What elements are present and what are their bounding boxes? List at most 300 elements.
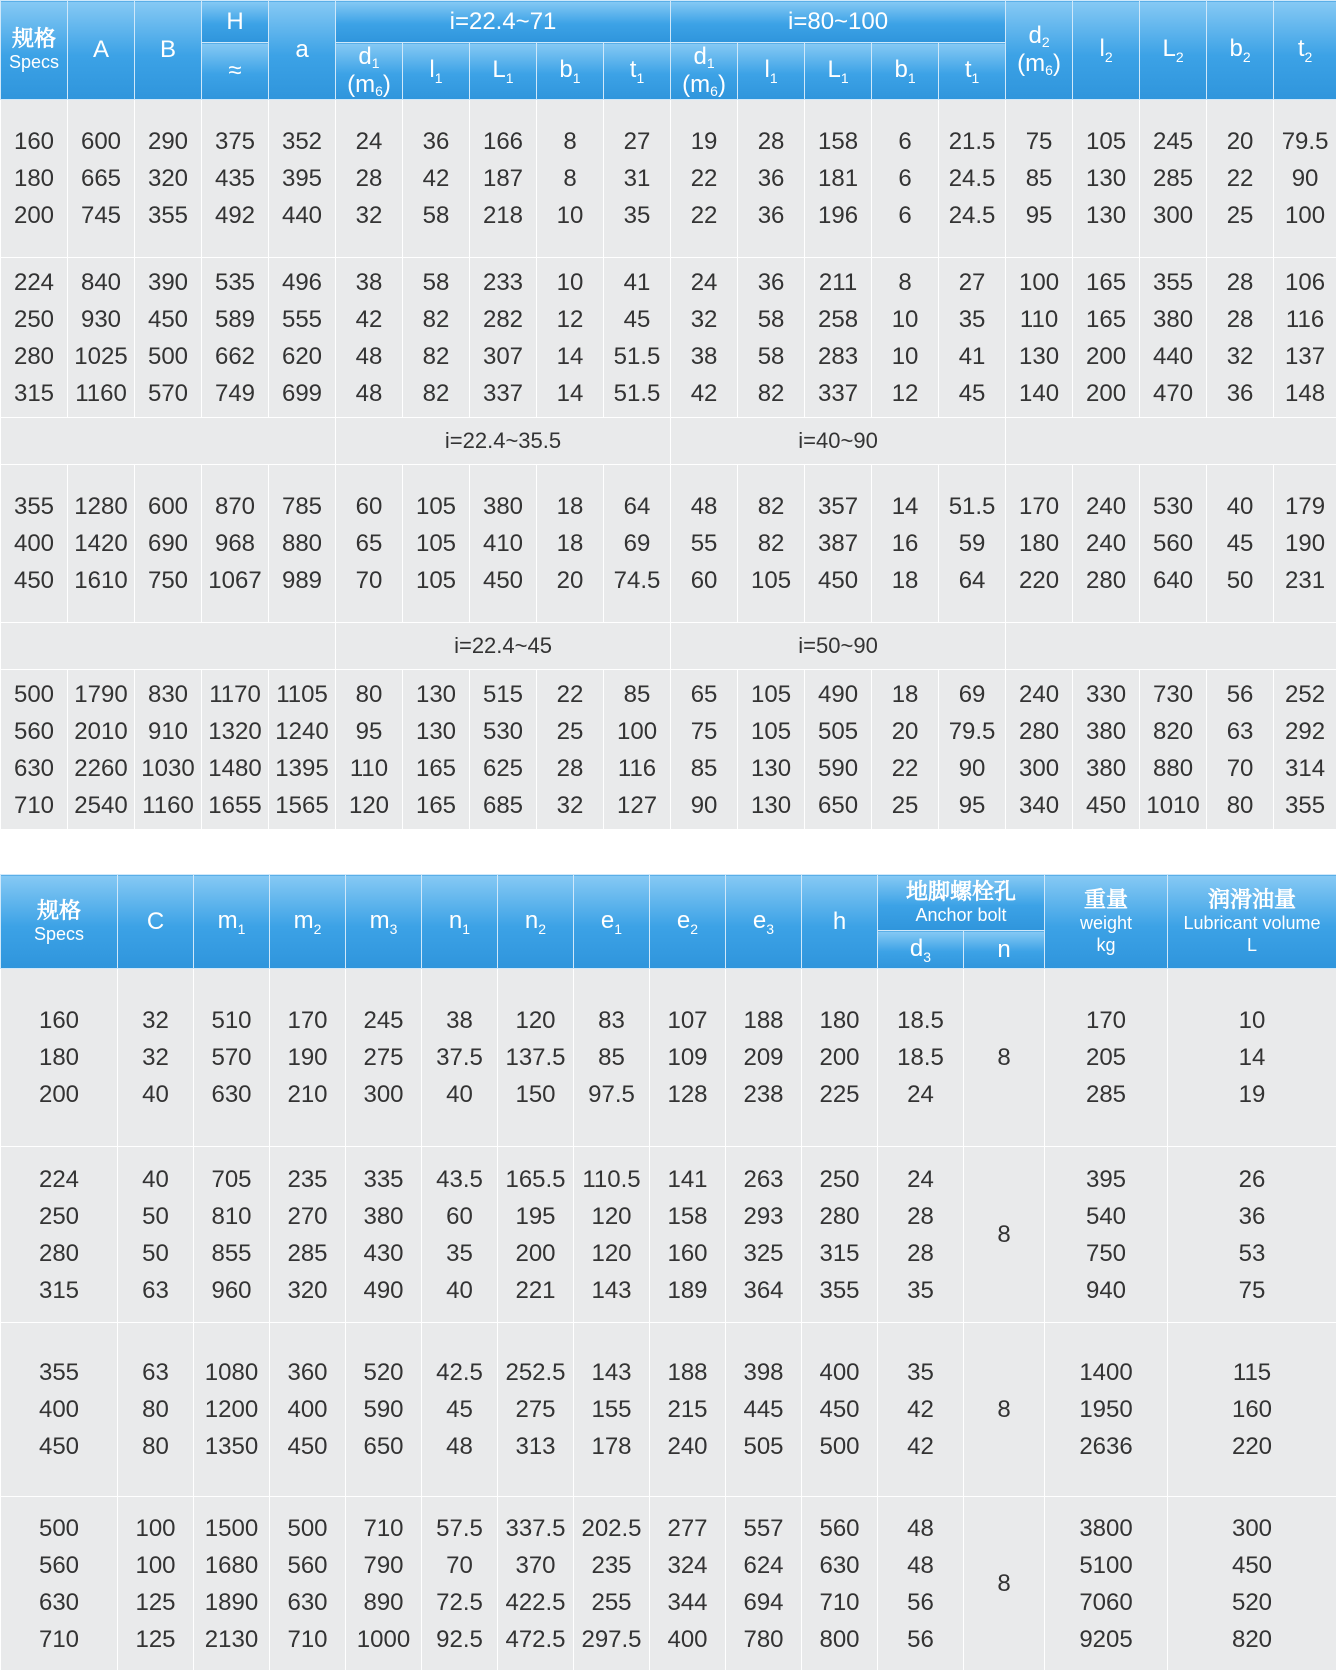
table-row-group	[1, 100, 1336, 258]
table-cell	[604, 670, 671, 830]
cell-value: 315	[13, 379, 55, 407]
cell-value: 252.5	[505, 1359, 566, 1386]
cell-values	[403, 123, 469, 234]
cell-value: 231	[1285, 567, 1326, 594]
cell-value: 496	[281, 268, 323, 296]
cell-values	[1, 1161, 117, 1309]
cell-value: 32	[142, 1007, 169, 1034]
cell-value: 200	[819, 1044, 860, 1071]
cell-value: 82	[757, 530, 785, 557]
table-cell	[68, 258, 135, 418]
cell-value: 240	[667, 1433, 708, 1460]
table-cell	[135, 465, 202, 623]
cell-values	[470, 676, 536, 824]
cell-value: 115	[1232, 1359, 1272, 1386]
cell-value: 18	[891, 567, 919, 594]
cell-value: 650	[818, 791, 859, 819]
table-cell	[738, 258, 805, 418]
cell-value: 51.5	[948, 493, 996, 520]
cell-value: 24	[355, 128, 383, 155]
header2-weight	[1045, 875, 1168, 969]
table-cell	[422, 1147, 498, 1323]
cell-value: 233	[482, 268, 524, 296]
table-cell	[470, 465, 537, 623]
cell-value: 293	[743, 1202, 784, 1230]
cell-value: 143	[591, 1359, 632, 1386]
table-cell	[470, 670, 537, 830]
cell-values	[1140, 488, 1206, 599]
header-d2: d2 (m6)	[1006, 1, 1073, 100]
cell-value: 280	[1086, 567, 1127, 594]
cell-value: 690	[147, 530, 189, 557]
cell-value: 470	[1153, 379, 1194, 407]
table-cell	[118, 1323, 194, 1497]
table-cell	[202, 100, 269, 258]
cell-value: 178	[591, 1433, 632, 1460]
cell-value: 18.5	[897, 1044, 944, 1071]
table-cell	[1168, 1323, 1336, 1497]
cell-value: 48	[355, 379, 383, 407]
cell-value: 650	[363, 1433, 404, 1460]
cell-values	[135, 488, 201, 599]
table-cell	[336, 258, 403, 418]
cell-value: 630	[211, 1081, 252, 1108]
anchor-bolt-count: 8	[997, 1220, 1011, 1248]
cell-value: 555	[281, 305, 323, 333]
cell-value: 1395	[275, 754, 329, 782]
cell-value: 1565	[275, 791, 329, 819]
cell-value: 1500	[204, 1514, 259, 1542]
cell-value: 360	[287, 1359, 328, 1386]
cell-value: 95	[958, 791, 986, 819]
table-cell	[671, 258, 738, 418]
cell-values	[346, 1510, 421, 1658]
header-a: a	[269, 1, 336, 100]
cell-value: 238	[743, 1081, 784, 1108]
table-cell	[1073, 670, 1140, 830]
table-cell	[1274, 465, 1336, 623]
header-d1-a: d1 (m6)	[336, 43, 403, 100]
cell-value: 325	[743, 1239, 784, 1267]
cell-values	[1168, 1002, 1336, 1113]
ratio-label-right: i=40~90	[671, 418, 1006, 465]
cell-values	[537, 123, 603, 234]
cell-value: 48	[907, 1551, 934, 1579]
cell-value: 26	[1238, 1165, 1266, 1193]
table-row-group	[1, 465, 1336, 623]
cell-value: 220	[1231, 1433, 1273, 1460]
cell-value: 42	[907, 1396, 934, 1423]
cell-value: 12	[556, 305, 584, 333]
cell-values	[604, 676, 670, 824]
cell-values	[202, 264, 268, 412]
cell-value: 750	[147, 567, 189, 594]
table-cell	[422, 1323, 498, 1497]
cell-value: 37.5	[436, 1044, 483, 1071]
cell-value: 1400	[1079, 1359, 1133, 1386]
cell-values	[422, 1354, 497, 1465]
cell-value: 209	[743, 1044, 784, 1071]
table-cell	[202, 258, 269, 418]
cell-value: 165	[415, 791, 457, 819]
table-cell	[1140, 258, 1207, 418]
header2-specs	[1, 875, 118, 969]
header2-specs-cn: 规格	[36, 897, 81, 923]
cell-value: 430	[363, 1239, 404, 1267]
cell-value: 880	[1153, 754, 1194, 782]
table-cell	[738, 465, 805, 623]
cell-value: 107	[667, 1007, 708, 1034]
cell-value: 1105	[276, 680, 328, 708]
table-cell	[1045, 1147, 1168, 1323]
cell-value: 245	[363, 1007, 404, 1034]
cell-values	[574, 1002, 649, 1113]
cell-value: 36	[1238, 1202, 1266, 1230]
table-cell	[1274, 670, 1336, 830]
table-cell	[738, 670, 805, 830]
table-cell	[964, 1497, 1045, 1671]
table-row-group	[1, 1147, 1336, 1323]
cell-value: 28	[1226, 268, 1254, 296]
cell-value: 1890	[204, 1588, 259, 1616]
header2-specs-en: Specs	[33, 923, 85, 944]
table-cell	[1, 100, 68, 258]
cell-value: 355	[1285, 791, 1326, 819]
table-cell	[726, 1147, 802, 1323]
table-row-group	[1, 258, 1336, 418]
table-cell	[269, 465, 336, 623]
cell-values	[537, 676, 603, 824]
cell-value: 400	[13, 530, 55, 557]
cell-value: 195	[515, 1202, 556, 1230]
cell-values	[738, 676, 804, 824]
cell-values	[270, 1354, 345, 1465]
table-cell	[194, 1497, 270, 1671]
cell-value: 105	[415, 530, 457, 557]
cell-value: 810	[211, 1202, 252, 1230]
header-B: B	[135, 1, 202, 100]
cell-value: 75	[690, 717, 718, 745]
cell-value: 450	[482, 567, 524, 594]
cell-value: 400	[667, 1625, 708, 1653]
cell-values	[939, 676, 1005, 824]
cell-value: 280	[38, 1239, 80, 1267]
cell-values	[470, 488, 536, 599]
cell-value: 80	[142, 1396, 169, 1423]
header2-e1: $e_1$	[574, 875, 650, 969]
cell-value: 1010	[1146, 791, 1200, 819]
cell-value: 300	[1231, 1514, 1273, 1542]
table-cell	[939, 465, 1006, 623]
table-cell	[1, 465, 68, 623]
cell-value: 6	[898, 165, 912, 192]
cell-values	[726, 1510, 801, 1658]
cell-value: 790	[363, 1551, 404, 1579]
header2-lubricant	[1168, 875, 1336, 969]
cell-value: 630	[13, 754, 55, 782]
cell-value: 492	[214, 202, 256, 229]
table-cell	[269, 670, 336, 830]
cell-value: 880	[281, 530, 323, 557]
cell-value: 1350	[204, 1433, 259, 1460]
cell-value: 24	[907, 1081, 934, 1108]
cell-values	[604, 123, 670, 234]
table-cell	[336, 465, 403, 623]
dimension-table-2	[0, 874, 1336, 1671]
ratio-label-spacer	[1006, 418, 1336, 465]
cell-value: 535	[214, 268, 256, 296]
cell-value: 38	[690, 342, 718, 370]
anchor-bolt-count: 8	[997, 1395, 1011, 1423]
table-cell	[872, 100, 939, 258]
cell-value: 280	[819, 1202, 860, 1230]
cell-value: 150	[515, 1081, 556, 1108]
cell-value: 70	[1226, 754, 1254, 782]
cell-value: 43.5	[436, 1165, 483, 1193]
cell-value: 25	[556, 717, 584, 745]
cell-value: 200	[13, 202, 55, 229]
table-cell	[574, 969, 650, 1147]
cell-value: 400	[819, 1359, 860, 1386]
cell-value: 730	[1153, 680, 1194, 708]
table-cell	[1140, 670, 1207, 830]
cell-value: 35	[958, 305, 986, 333]
cell-value: 490	[818, 680, 859, 708]
cell-values	[1, 1510, 117, 1658]
cell-values	[1207, 264, 1273, 412]
cell-value: 2010	[74, 717, 128, 745]
cell-value: 1420	[74, 530, 128, 557]
cell-value: 35	[446, 1239, 473, 1267]
cell-value: 63	[142, 1359, 169, 1386]
cell-value: 79.5	[1281, 128, 1329, 155]
cell-value: 196	[818, 202, 859, 229]
cell-value: 589	[214, 305, 256, 333]
cell-value: 64	[958, 567, 986, 594]
cell-values	[650, 1002, 725, 1113]
cell-value: 58	[757, 305, 785, 333]
cell-value: 28	[907, 1202, 934, 1230]
header2-C: C	[118, 875, 194, 969]
cell-values	[1045, 1510, 1167, 1658]
cell-value: 165	[1086, 268, 1127, 296]
cell-values	[738, 488, 804, 599]
cell-value: 275	[363, 1044, 404, 1071]
table-cell	[671, 465, 738, 623]
cell-value: 75	[1238, 1276, 1266, 1304]
cell-value: 263	[743, 1165, 784, 1193]
cell-value: 36	[757, 202, 785, 229]
cell-value: 1025	[74, 342, 128, 370]
cell-value: 19	[690, 128, 718, 155]
cell-value: 130	[1086, 202, 1127, 229]
cell-values	[202, 676, 268, 824]
cell-value: 240	[1019, 680, 1060, 708]
cell-value: 560	[38, 1551, 80, 1579]
table-cell	[403, 258, 470, 418]
cell-value: 557	[743, 1514, 784, 1542]
table-cell	[1006, 100, 1073, 258]
table-cell	[470, 258, 537, 418]
cell-values	[1274, 488, 1336, 599]
cell-values	[726, 1002, 801, 1113]
cell-values	[939, 123, 1005, 234]
cell-value: 855	[211, 1239, 252, 1267]
cell-value: 56	[907, 1588, 934, 1616]
cell-value: 630	[287, 1588, 328, 1616]
cell-value: 380	[1086, 717, 1127, 745]
cell-value: 35	[907, 1276, 934, 1304]
table-cell	[738, 100, 805, 258]
cell-value: 116	[617, 754, 657, 782]
cell-value: 10	[556, 202, 584, 229]
cell-value: 14	[556, 379, 584, 407]
cell-values	[135, 676, 201, 824]
cell-value: 258	[818, 305, 859, 333]
cell-value: 330	[1086, 680, 1127, 708]
cell-value: 190	[1285, 530, 1326, 557]
cell-values	[1, 488, 67, 599]
cell-values	[118, 1161, 193, 1309]
cell-value: 1280	[74, 493, 128, 520]
cell-value: 630	[819, 1551, 860, 1579]
cell-value: 620	[281, 342, 323, 370]
cell-value: 38	[355, 268, 383, 296]
cell-value: 324	[667, 1551, 708, 1579]
cell-value: 63	[1226, 717, 1254, 745]
cell-value: 570	[211, 1044, 252, 1071]
cell-value: 640	[1153, 567, 1194, 594]
cell-value: 105	[1086, 128, 1127, 155]
cell-value: 130	[751, 791, 792, 819]
cell-value: 1790	[74, 680, 128, 708]
cell-value: 252	[1285, 680, 1326, 708]
cell-value: 7060	[1079, 1588, 1133, 1616]
table-cell	[872, 258, 939, 418]
cell-value: 285	[1153, 165, 1194, 192]
cell-value: 18	[556, 530, 584, 557]
cell-value: 314	[1285, 754, 1326, 782]
cell-value: 930	[80, 305, 122, 333]
cell-value: 14	[556, 342, 584, 370]
table-cell	[964, 969, 1045, 1147]
cell-value: 357	[818, 493, 859, 520]
cell-value: 100	[135, 1551, 176, 1579]
cell-value: 82	[422, 379, 450, 407]
cell-value: 560	[287, 1551, 328, 1579]
cell-value: 79.5	[948, 717, 996, 745]
cell-value: 75	[1025, 128, 1053, 155]
cell-value: 38	[446, 1007, 473, 1034]
cell-values	[336, 676, 402, 824]
cell-value: 189	[667, 1276, 708, 1304]
cell-value: 10	[891, 305, 919, 333]
cell-value: 64	[623, 493, 651, 520]
cell-value: 395	[281, 165, 323, 192]
cell-value: 245	[1153, 128, 1194, 155]
cell-value: 32	[690, 305, 718, 333]
table-cell	[878, 1323, 964, 1497]
cell-value: 21.5	[948, 128, 996, 155]
cell-value: 960	[211, 1276, 252, 1304]
table-cell	[1045, 1323, 1168, 1497]
cell-values	[336, 264, 402, 412]
cell-value: 158	[818, 128, 859, 155]
cell-value: 105	[415, 567, 457, 594]
header-d1-b: d1 (m6)	[671, 43, 738, 100]
cell-value: 127	[617, 791, 658, 819]
cell-value: 313	[515, 1433, 556, 1460]
cell-values	[1274, 123, 1336, 234]
cell-values	[403, 488, 469, 599]
table-cell	[403, 465, 470, 623]
cell-value: 80	[355, 680, 383, 708]
table-cell	[1207, 670, 1274, 830]
cell-value: 250	[819, 1165, 860, 1193]
cell-value: 190	[287, 1044, 328, 1071]
cell-value: 745	[80, 202, 122, 229]
cell-value: 283	[818, 342, 859, 370]
cell-value: 32	[1226, 342, 1254, 370]
cell-values	[1073, 676, 1139, 824]
cell-value: 200	[1086, 379, 1127, 407]
table-cell	[604, 258, 671, 418]
cell-values	[802, 1354, 877, 1465]
cell-value: 380	[363, 1202, 404, 1230]
anchor-bolt-count: 8	[997, 1043, 1011, 1071]
cell-value: 10	[556, 268, 584, 296]
table-cell	[1168, 969, 1336, 1147]
cell-value: 58	[422, 202, 450, 229]
cell-value: 60	[355, 493, 383, 520]
cell-value: 221	[515, 1276, 556, 1304]
cell-values	[604, 264, 670, 412]
cell-values	[574, 1510, 649, 1658]
ratio-label-spacer	[1, 418, 336, 465]
cell-values	[872, 123, 938, 234]
table-cell	[726, 1323, 802, 1497]
cell-value: 890	[363, 1588, 404, 1616]
table-cell	[1207, 100, 1274, 258]
cell-value: 85	[1025, 165, 1053, 192]
cell-value: 6	[898, 128, 912, 155]
cell-value: 120	[591, 1202, 632, 1230]
cell-value: 45	[958, 379, 986, 407]
cell-value: 1680	[204, 1551, 259, 1579]
table-cell	[1, 1497, 118, 1671]
cell-value: 72.5	[436, 1588, 483, 1616]
cell-values	[403, 676, 469, 824]
cell-value: 445	[743, 1396, 784, 1423]
cell-value: 130	[415, 680, 457, 708]
table-cell	[872, 670, 939, 830]
table-2-body	[1, 969, 1336, 1671]
cell-values	[68, 676, 134, 824]
cell-value: 42	[355, 305, 383, 333]
cell-value: 410	[482, 530, 524, 557]
cell-value: 320	[147, 165, 189, 192]
cell-value: 36	[1226, 379, 1254, 407]
cell-values	[1073, 264, 1139, 412]
table-cell	[269, 258, 336, 418]
cell-value: 3800	[1079, 1514, 1133, 1542]
cell-value: 1160	[142, 791, 194, 819]
header-H-approx: ≈	[202, 43, 269, 100]
cell-values	[202, 488, 268, 599]
table-cell	[403, 100, 470, 258]
cell-value: 910	[147, 717, 189, 745]
cell-value: 128	[667, 1081, 708, 1108]
